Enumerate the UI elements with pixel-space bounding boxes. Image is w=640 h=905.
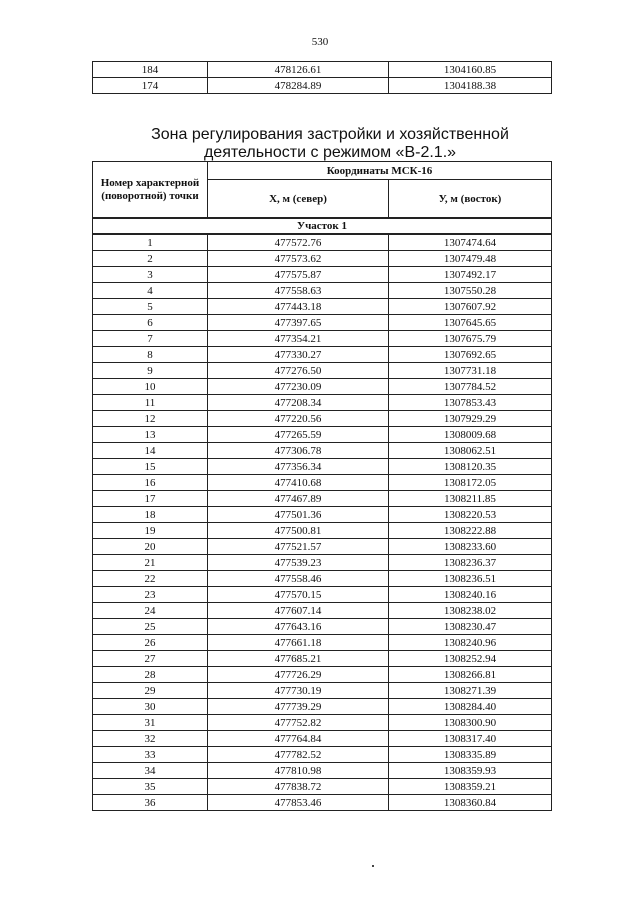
cell-x: 477500.81 [208, 523, 389, 539]
table-row [93, 779, 552, 795]
cell-point-number: 28 [93, 667, 208, 683]
cell-x: 477501.36 [208, 507, 389, 523]
cell-y: 1307474.64 [389, 234, 552, 251]
cell-point-number: 3 [93, 267, 208, 283]
cell-point-number: 32 [93, 731, 208, 747]
cell-point-number: 16 [93, 475, 208, 491]
cell-x: 477782.52 [208, 747, 389, 763]
table-row [93, 459, 552, 475]
table-row [93, 443, 552, 459]
cell-y: 1307645.65 [389, 315, 552, 331]
cell-point-number: 6 [93, 315, 208, 331]
cell-point-number: 26 [93, 635, 208, 651]
table-row [93, 78, 552, 94]
section-label: Участок 1 [93, 218, 552, 234]
cell-x: 477838.72 [208, 779, 389, 795]
cell-point-number: 24 [93, 603, 208, 619]
table-row [93, 315, 552, 331]
cell-y: 1308252.94 [389, 651, 552, 667]
cell-x: 477410.68 [208, 475, 389, 491]
table-row [93, 347, 552, 363]
cell-point-number: 11 [93, 395, 208, 411]
cell-x: 477810.98 [208, 763, 389, 779]
table-row [93, 523, 552, 539]
cell-y: 1307784.52 [389, 379, 552, 395]
cell-x: 477208.34 [208, 395, 389, 411]
cell-y: 1308266.81 [389, 667, 552, 683]
table-row [93, 619, 552, 635]
cell-x: 477354.21 [208, 331, 389, 347]
cell-y: 1308271.39 [389, 683, 552, 699]
cell-y: 1308240.16 [389, 587, 552, 603]
cell-point-number: 12 [93, 411, 208, 427]
cell-x: 477467.89 [208, 491, 389, 507]
cell-y: 1308172.05 [389, 475, 552, 491]
cell-y: 1307692.65 [389, 347, 552, 363]
cell-point-number: 7 [93, 331, 208, 347]
cell-y: 1307550.28 [389, 283, 552, 299]
table-row [93, 395, 552, 411]
cell-x: 477575.87 [208, 267, 389, 283]
table-row [93, 571, 552, 587]
table-row [93, 763, 552, 779]
table-row [93, 62, 552, 78]
cell-x: 477853.46 [208, 795, 389, 811]
cell-y: 1308360.84 [389, 795, 552, 811]
table-row [93, 475, 552, 491]
table-row [93, 283, 552, 299]
cell-y: 1307731.18 [389, 363, 552, 379]
cell-x: 477730.19 [208, 683, 389, 699]
cell-point-number: 174 [93, 78, 208, 94]
cell-point-number: 25 [93, 619, 208, 635]
cell-x: 477356.34 [208, 459, 389, 475]
cell-x: 477752.82 [208, 715, 389, 731]
cell-y: 1308335.89 [389, 747, 552, 763]
cell-y: 1308230.47 [389, 619, 552, 635]
cell-x: 478284.89 [208, 78, 389, 94]
cell-point-number: 35 [93, 779, 208, 795]
cell-point-number: 8 [93, 347, 208, 363]
cell-y: 1304160.85 [389, 62, 552, 78]
header-x-north: Х, м (север) [208, 180, 389, 219]
page-number: 530 [311, 36, 329, 48]
cell-point-number: 20 [93, 539, 208, 555]
table-row [93, 491, 552, 507]
cell-point-number: 17 [93, 491, 208, 507]
cell-point-number: 9 [93, 363, 208, 379]
cell-y: 1307479.48 [389, 251, 552, 267]
cell-x: 477558.63 [208, 283, 389, 299]
cell-point-number: 10 [93, 379, 208, 395]
table-row [93, 555, 552, 571]
cell-y: 1307607.92 [389, 299, 552, 315]
cell-point-number: 19 [93, 523, 208, 539]
cell-point-number: 1 [93, 234, 208, 251]
cell-y: 1308300.90 [389, 715, 552, 731]
cell-point-number: 33 [93, 747, 208, 763]
cell-y: 1308120.35 [389, 459, 552, 475]
section-row [93, 218, 552, 234]
cell-y: 1308233.60 [389, 539, 552, 555]
cell-x: 477539.23 [208, 555, 389, 571]
table-row [93, 379, 552, 395]
cell-x: 477739.29 [208, 699, 389, 715]
cell-x: 477764.84 [208, 731, 389, 747]
cell-x: 477265.59 [208, 427, 389, 443]
cell-point-number: 29 [93, 683, 208, 699]
cell-x: 477643.16 [208, 619, 389, 635]
cell-y: 1307853.43 [389, 395, 552, 411]
header-coordinates: Координаты МСК-16 [208, 162, 552, 180]
table-row [93, 234, 552, 251]
cell-x: 477330.27 [208, 347, 389, 363]
table-row [93, 363, 552, 379]
cell-point-number: 22 [93, 571, 208, 587]
cell-point-number: 23 [93, 587, 208, 603]
cell-y: 1308359.93 [389, 763, 552, 779]
cell-point-number: 31 [93, 715, 208, 731]
cell-x: 477443.18 [208, 299, 389, 315]
cell-point-number: 14 [93, 443, 208, 459]
cell-x: 477306.78 [208, 443, 389, 459]
table-row [93, 251, 552, 267]
table-row [93, 731, 552, 747]
cell-y: 1308220.53 [389, 507, 552, 523]
cell-y: 1308236.37 [389, 555, 552, 571]
table-row [93, 747, 552, 763]
table-row [93, 603, 552, 619]
table-row [93, 651, 552, 667]
cell-y: 1307675.79 [389, 331, 552, 347]
cell-x: 477726.29 [208, 667, 389, 683]
cell-y: 1308062.51 [389, 443, 552, 459]
table-row [93, 587, 552, 603]
continuation-table [92, 61, 552, 94]
cell-point-number: 2 [93, 251, 208, 267]
table-row [93, 683, 552, 699]
cell-x: 477521.57 [208, 539, 389, 555]
cell-y: 1304188.38 [389, 78, 552, 94]
cell-point-number: 184 [93, 62, 208, 78]
cell-y: 1308009.68 [389, 427, 552, 443]
table-row [93, 667, 552, 683]
cell-x: 477220.56 [208, 411, 389, 427]
cell-y: 1307929.29 [389, 411, 552, 427]
cell-x: 477685.21 [208, 651, 389, 667]
cell-y: 1308236.51 [389, 571, 552, 587]
table-row [93, 699, 552, 715]
cell-point-number: 5 [93, 299, 208, 315]
cell-point-number: 34 [93, 763, 208, 779]
cell-x: 477573.62 [208, 251, 389, 267]
header-point-number: Номер характерной (поворотной) точки [93, 162, 208, 219]
cell-y: 1307492.17 [389, 267, 552, 283]
cell-y: 1308211.85 [389, 491, 552, 507]
cell-x: 477397.65 [208, 315, 389, 331]
cell-x: 477607.14 [208, 603, 389, 619]
cell-y: 1308284.40 [389, 699, 552, 715]
cell-point-number: 13 [93, 427, 208, 443]
table-row [93, 299, 552, 315]
cell-point-number: 30 [93, 699, 208, 715]
cell-y: 1308359.21 [389, 779, 552, 795]
table-row [93, 411, 552, 427]
cell-point-number: 4 [93, 283, 208, 299]
cell-x: 477558.46 [208, 571, 389, 587]
cell-point-number: 15 [93, 459, 208, 475]
scan-speck [372, 865, 374, 867]
cell-x: 477230.09 [208, 379, 389, 395]
cell-x: 477570.15 [208, 587, 389, 603]
table-row [93, 635, 552, 651]
coordinates-table-body [93, 218, 552, 811]
table-row [93, 427, 552, 443]
cell-point-number: 18 [93, 507, 208, 523]
cell-point-number: 36 [93, 795, 208, 811]
table-row [93, 507, 552, 523]
header-y-east: У, м (восток) [389, 180, 552, 219]
cell-x: 477661.18 [208, 635, 389, 651]
coordinates-table [92, 161, 552, 811]
cell-y: 1308317.40 [389, 731, 552, 747]
cell-point-number: 21 [93, 555, 208, 571]
zone-heading: Зона регулирования застройки и хозяйственной деятельности с режимом «В-2.1.» [151, 126, 509, 161]
table-row [93, 715, 552, 731]
cell-y: 1308222.88 [389, 523, 552, 539]
table-row [93, 331, 552, 347]
coordinates-table-header [93, 162, 552, 219]
table-row [93, 267, 552, 283]
table-row [93, 539, 552, 555]
continuation-table-body [93, 62, 552, 94]
table-row [93, 795, 552, 811]
cell-y: 1308240.96 [389, 635, 552, 651]
cell-y: 1308238.02 [389, 603, 552, 619]
cell-x: 477572.76 [208, 234, 389, 251]
cell-point-number: 27 [93, 651, 208, 667]
cell-x: 477276.50 [208, 363, 389, 379]
cell-x: 478126.61 [208, 62, 389, 78]
